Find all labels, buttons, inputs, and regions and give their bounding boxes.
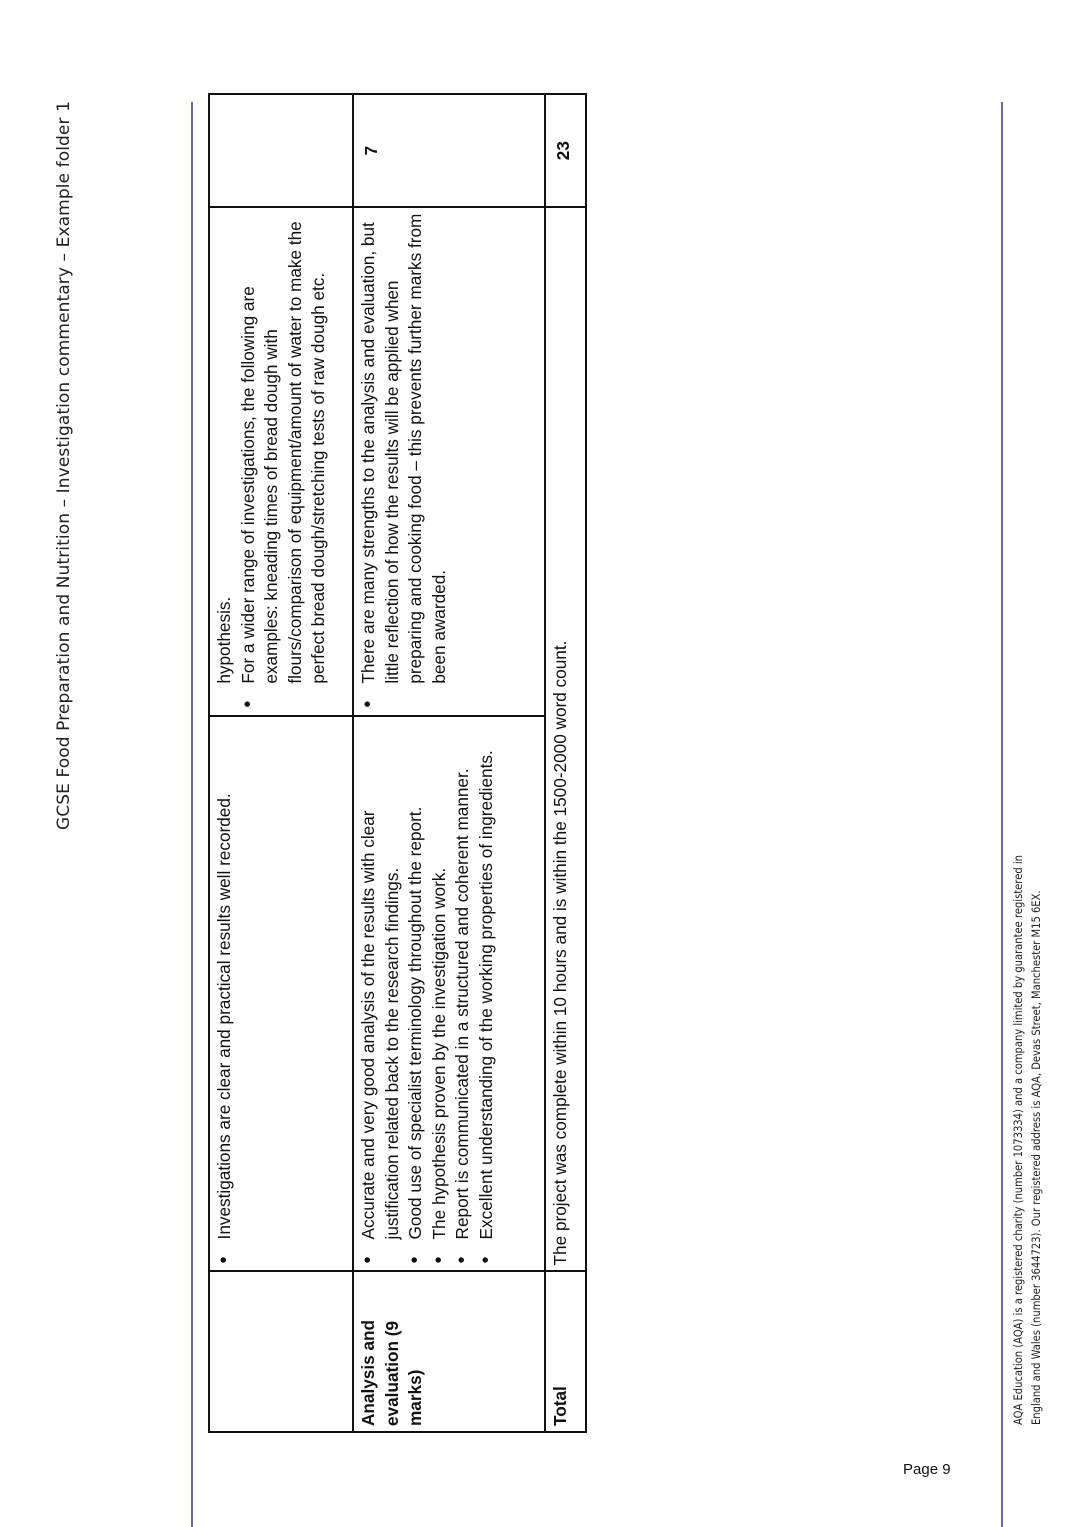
- footer-line-1: AQA Education (AQA) is a registered charity (number 1073334) and a company limited by guarantee registered in: [1011, 855, 1025, 1425]
- table-row: [353, 94, 545, 1432]
- table-row: [209, 94, 353, 1432]
- table-row-total: [545, 94, 586, 1432]
- commentary-continuation: hypothesis.: [214, 596, 234, 684]
- evidence-item: • Report is communicated in a structured and coherent manner.: [451, 722, 475, 1240]
- total-mark-cell: 23: [545, 94, 586, 207]
- footer-legal-text: [1010, 823, 1045, 1425]
- evidence-item: • Excellent understanding of the working properties of ingredients.: [475, 722, 499, 1240]
- commentary-cell: [209, 207, 353, 715]
- evidence-item: • The hypothesis proven by the investigation work.: [428, 722, 452, 1240]
- footer-rule: [1001, 102, 1003, 1527]
- commentary-item: • For a wider range of investigations, the following are examples: kneading times of bread dough with flours/comparison of equipment/amount of water to make the perfect bread dough/stretching tests of raw dough etc.: [237, 213, 331, 683]
- evidence-cell: [353, 716, 545, 1272]
- evidence-item: • Accurate and very good analysis of the results with clear justification related back to the research findings.: [357, 722, 404, 1240]
- criterion-cell: [209, 1271, 353, 1432]
- evidence-item: • Investigations are clear and practical results well recorded.: [213, 722, 237, 1240]
- commentary-item: • There are many strengths to the analysis and evaluation, but little reflection of how the results will be applied when preparing and cooking food – this prevents further marks from been awarded.: [357, 213, 451, 683]
- mark-cell: 7: [353, 94, 545, 207]
- footer-line-2: England and Wales (number 3644723). Our registered address is AQA, Devas Street, Manchester M15 6EX.: [1028, 890, 1043, 1425]
- page-number: Page 9: [903, 1461, 951, 1478]
- total-label-cell: Total: [545, 1271, 586, 1432]
- commentary-cell: [353, 207, 545, 715]
- header-rule: [191, 102, 193, 1527]
- total-comment-cell: The project was complete within 10 hours and is within the 1500-2000 word count.: [545, 207, 586, 1271]
- evidence-item: • Good use of specialist terminology throughout the report.: [404, 722, 428, 1240]
- mark-cell: [209, 94, 353, 207]
- evidence-cell: [209, 716, 353, 1272]
- marking-table: [208, 93, 587, 1433]
- criterion-cell: Analysis and evaluation (9 marks): [353, 1271, 545, 1432]
- page-header-title: GCSE Food Preparation and Nutrition – Investigation commentary – Example folder 1: [54, 101, 74, 830]
